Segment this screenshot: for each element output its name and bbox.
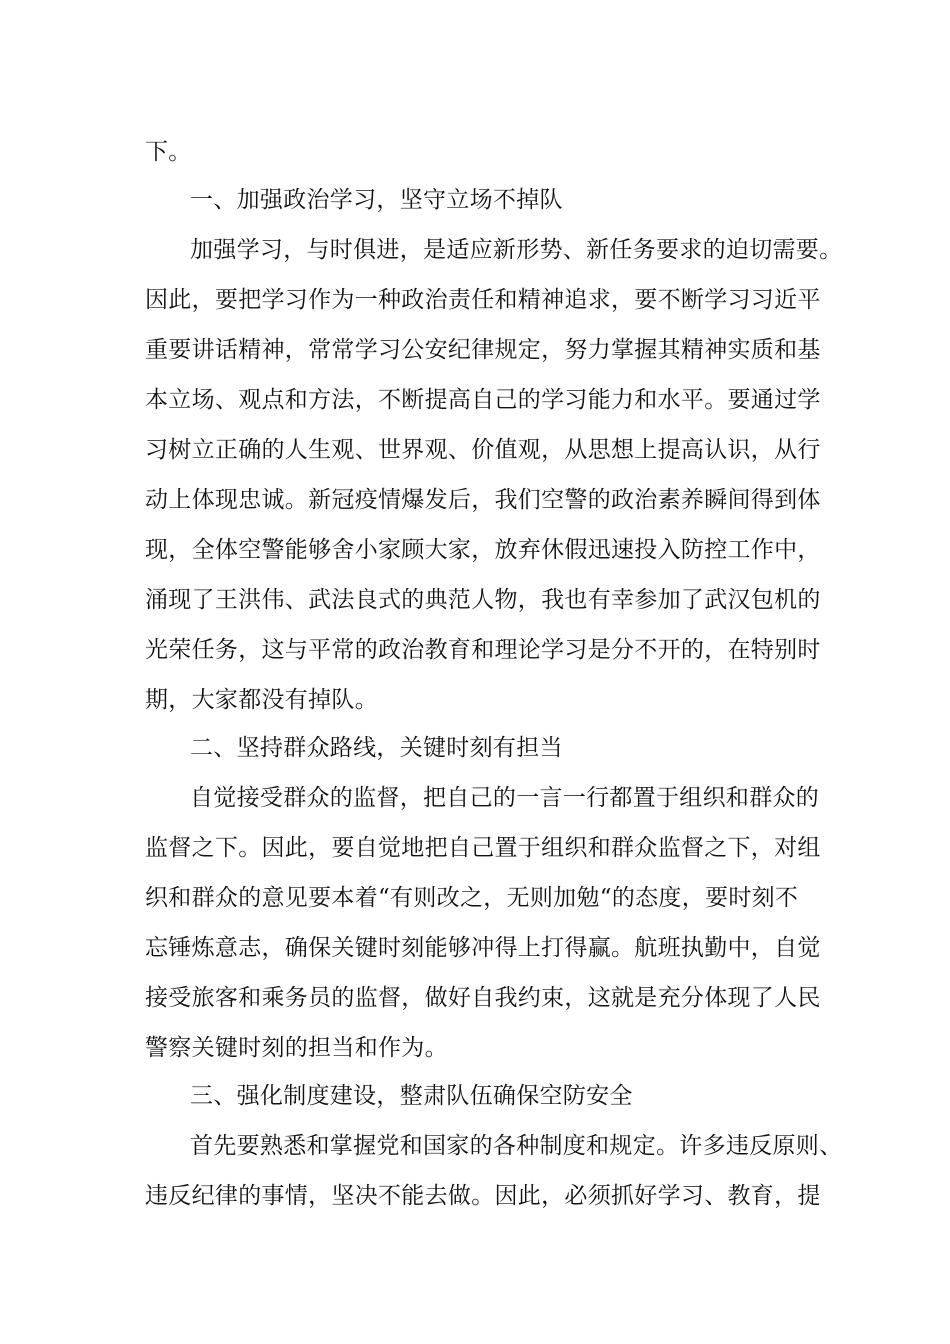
- text-line: 本立场、观点和方法，不断提高自己的学习能力和水平。要通过学: [145, 387, 821, 413]
- section-heading: 三、强化制度建设，整肃队伍确保空防安全: [190, 1083, 633, 1109]
- text-line: 动上体现忠诚。新冠疫情爆发后，我们空警的政治素养瞬间得到体: [145, 487, 821, 513]
- text-line: 忘锤炼意志，确保关键时刻能够冲得上打得赢。航班执勤中，自觉: [145, 935, 821, 961]
- paragraph-first-line: 加强学习，与时俱进，是适应新形势、新任务要求的迫切需要。: [190, 237, 843, 263]
- section-heading: 一、加强政治学习，坚守立场不掉队: [190, 187, 563, 213]
- text-line: 重要讲话精神，常常学习公安纪律规定，努力掌握其精神实质和基: [145, 337, 821, 363]
- text-line: 光荣任务，这与平常的政治教育和理论学习是分不开的，在特别时: [145, 637, 821, 663]
- section-heading: 二、坚持群众路线，关键时刻有担当: [190, 735, 563, 761]
- text-line: 涌现了王洪伟、武法良式的典范人物，我也有幸参加了武汉包机的: [145, 587, 821, 613]
- text-line: 因此，要把学习作为一种政治责任和精神追求，要不断学习习近平: [145, 287, 821, 313]
- text-line: 监督之下。因此，要自觉地把自己置于组织和群众监督之下，对组: [145, 835, 821, 861]
- text-line: 违反纪律的事情，坚决不能去做。因此，必须抓好学习、教育，提: [145, 1183, 821, 1209]
- text-line: 警察关键时刻的担当和作为。: [145, 1035, 448, 1061]
- text-line: 现，全体空警能够舍小家顾大家，放弃休假迅速投入防控工作中，: [145, 537, 821, 563]
- text-line: 下。: [145, 139, 192, 165]
- paragraph-first-line: 自觉接受群众的监督，把自己的一言一行都置于组织和群众的: [190, 785, 820, 811]
- paragraph-first-line: 首先要熟悉和掌握党和国家的各种制度和规定。许多违反原则、: [190, 1133, 843, 1159]
- text-line: 织和群众的意见要本着“有则改之，无则加勉“的态度，要时刻不: [145, 885, 799, 911]
- text-line: 期，大家都没有掉队。: [145, 687, 378, 713]
- text-line: 接受旅客和乘务员的监督，做好自我约束，这就是充分体现了人民: [145, 985, 821, 1011]
- text-line: 习树立正确的人生观、世界观、价值观，从思想上提高认识，从行: [145, 437, 821, 463]
